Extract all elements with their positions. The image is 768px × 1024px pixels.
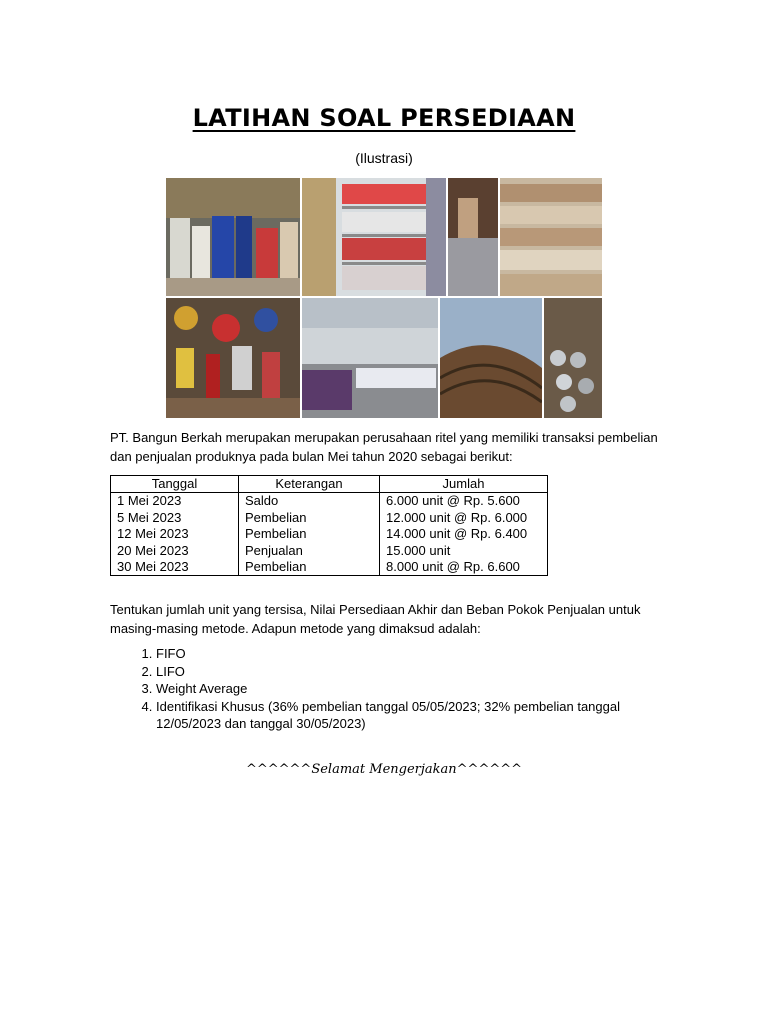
transaction-table — [110, 475, 548, 576]
table-row — [111, 493, 548, 510]
store-interior-photo — [302, 298, 438, 418]
cell-amount: 12.000 unit @ Rp. 6.000 — [380, 510, 548, 526]
cell-description: Penjualan — [239, 543, 380, 559]
methods-list — [110, 645, 676, 733]
paint-shelf-photo — [302, 178, 446, 296]
cement-sacks-photo — [500, 178, 602, 296]
paint-pipes-photo — [166, 178, 300, 296]
column-header-tanggal: Tanggal — [111, 476, 239, 493]
list-item-weight-average: 3. Weight Average — [156, 680, 676, 698]
closing-message: ^^^^^^Selamat Mengerjakan^^^^^^ — [245, 762, 523, 777]
intro-paragraph: PT. Bangun Berkah merupakan merupakan perusahaan ritel yang memiliki transaksi pembelian dan penjualan produknya pada bulan Mei tahun 2020 sebagai berikut: — [110, 430, 658, 464]
cell-description: Pembelian — [239, 510, 380, 526]
hardware-tools-photo — [166, 298, 300, 418]
cell-date: 12 Mei 2023 — [111, 526, 239, 542]
page-subtitle: (Ilustrasi) — [355, 150, 413, 166]
cell-amount: 6.000 unit @ Rp. 5.600 — [380, 493, 548, 510]
cell-amount: 14.000 unit @ Rp. 6.400 — [380, 526, 548, 542]
cell-date: 20 Mei 2023 — [111, 543, 239, 559]
table-row — [111, 543, 548, 559]
page-title: LATIHAN SOAL PERSEDIAAN — [192, 104, 576, 132]
illustration-collage — [166, 178, 602, 418]
cell-date: 30 Mei 2023 — [111, 559, 239, 576]
column-header-jumlah: Jumlah — [380, 476, 548, 493]
steel-rods-photo — [440, 298, 542, 418]
table-row — [111, 559, 548, 576]
cell-description: Pembelian — [239, 559, 380, 576]
cell-date: 5 Mei 2023 — [111, 510, 239, 526]
table-row — [111, 526, 548, 542]
metal-pipes-photo — [544, 298, 602, 418]
store-aisle-photo — [448, 178, 498, 296]
cell-description: Saldo — [239, 493, 380, 510]
list-item-fifo: 1. FIFO — [156, 645, 676, 663]
instructions-paragraph: Tentukan jumlah unit yang tersisa, Nilai Persediaan Akhir dan Beban Pokok Penjualan untuk masing-masing metode. Adapun metode yang dimaksud adalah: — [110, 602, 641, 636]
cell-amount: 8.000 unit @ Rp. 6.600 — [380, 559, 548, 576]
cell-amount: 15.000 unit — [380, 543, 548, 559]
list-item-lifo: 2. LIFO — [156, 663, 676, 681]
cell-date: 1 Mei 2023 — [111, 493, 239, 510]
column-header-keterangan: Keterangan — [239, 476, 380, 493]
cell-description: Pembelian — [239, 526, 380, 542]
table-header-row — [111, 476, 548, 493]
list-item-specific-identification: 4. Identifikasi Khusus (36% pembelian tanggal 05/05/2023; 32% pembelian tanggal 12/05/2023 dan tanggal 30/05/2023) — [156, 698, 676, 733]
table-row — [111, 510, 548, 526]
